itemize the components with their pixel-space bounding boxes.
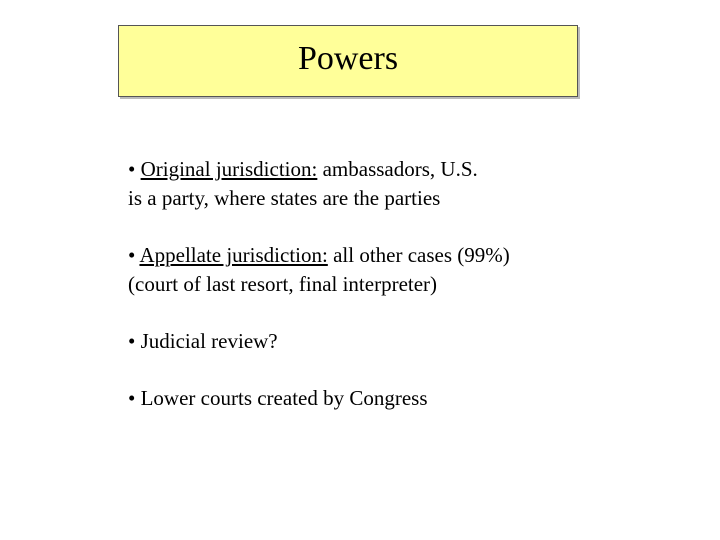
title-box [118,25,578,97]
bullet-original-jurisdiction [128,155,608,213]
bullet-marker: • [128,386,136,410]
bullet-list [128,155,608,413]
bullet-appellate-jurisdiction [128,241,608,299]
term-appellate-jurisdiction: Appellate jurisdiction: [139,243,328,267]
bullet-text: Lower courts created by Congress [140,386,428,410]
bullet-judicial-review [128,327,608,356]
bullet-marker: • [128,243,136,267]
term-original-jurisdiction: Original jurisdiction: [140,157,318,181]
slide-title: Powers [297,40,399,77]
bullet-text: ambassadors, U.S. [317,157,478,181]
bullet-marker: • [128,157,136,181]
bullet-line [128,241,608,270]
bullet-text: Judicial review? [140,329,278,353]
bullet-lower-courts [128,384,608,413]
bullet-continuation: (court of last resort, final interpreter) [128,272,438,296]
bullet-line [128,155,608,184]
bullet-continuation: is a party, where states are the parties [128,186,441,210]
bullet-marker: • [128,329,136,353]
bullet-text: all other cases (99%) [327,243,510,267]
